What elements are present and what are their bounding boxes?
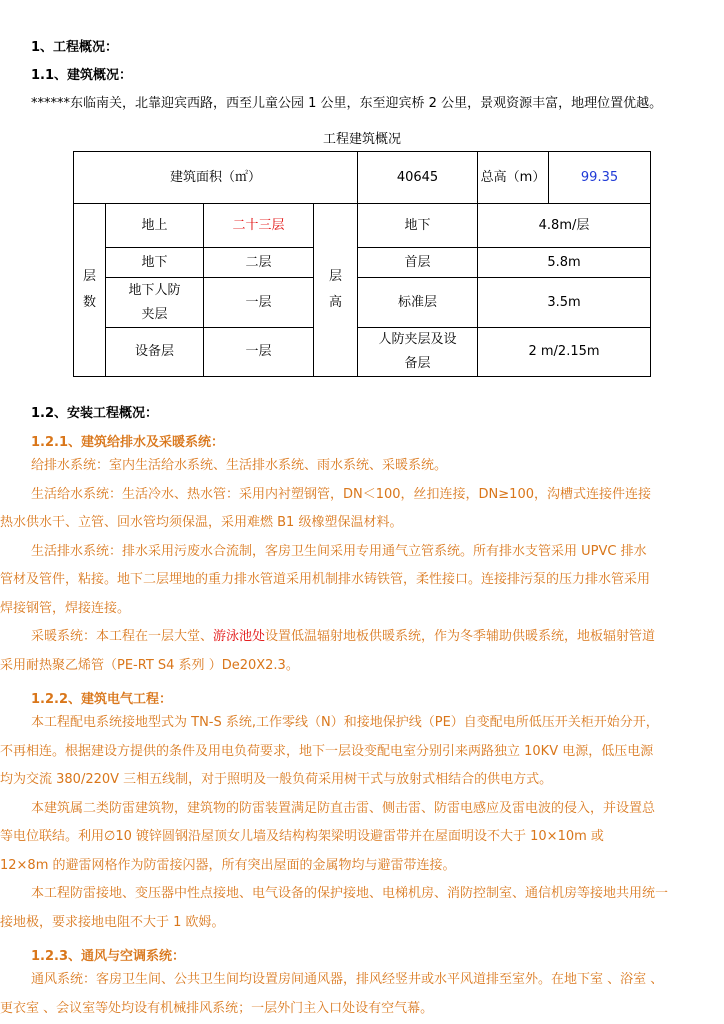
text-line: 本建筑属二类防雷建筑物，建筑物的防雷装置满足防直击雷、侧击雷、防雷电感应及雷电波的侵入，并设置总 <box>31 800 656 816</box>
plumbing-paragraph <box>0 452 724 680</box>
floor-name: 地下人防夹层 <box>106 278 204 328</box>
text-line: 生活排水系统：排水采用污废水合流制，客房卫生间采用专用通气立管系统。所有排水支管采用 UPVC 排水 <box>31 543 647 559</box>
table-row <box>74 152 651 204</box>
table-caption: 工程建筑概况 <box>322 132 401 147</box>
text-line: 焊接钢管，焊接连接。 <box>0 600 131 616</box>
building-info-table <box>73 151 651 377</box>
electrical-paragraph <box>0 709 724 937</box>
area-label: 建筑面积（㎡） <box>74 152 358 204</box>
height-value-cell: 3.5m <box>478 278 651 328</box>
intro-paragraph: ******东临南关，北靠迎宾西路，西至儿童公园 1 公里，东至迎宾桥 2 公里，景观资源丰富，地理位置优越。 <box>31 96 663 111</box>
table-row <box>74 278 651 328</box>
floor-count: 一层 <box>204 278 314 328</box>
text-line: 本工程防雷接地、变压器中性点接地、电气设备的保护接地、电梯机房、消防控制室、通信机房等接地共用统一 <box>31 886 669 901</box>
text-line: 接地极，要求接地电阻不大于 1 欧姆。 <box>0 914 225 930</box>
text-line: 12×8m 的避雷网格作为防雷接闪器，所有突出屋面的金属物均与避雷带连接。 <box>0 857 456 873</box>
floor-name: 设备层 <box>106 328 204 377</box>
text-line: 更衣室 、会议室等处均设有机械排风系统；一层外门主入口处设有空气幕。 <box>0 1000 434 1016</box>
height-name: 首层 <box>358 248 478 278</box>
height-value-cell: 2 m/2.15m <box>478 328 651 377</box>
table-row <box>74 204 651 248</box>
text-line: 采用耐热聚乙烯管（PE-RT S4 系列 ）De20X2.3。 <box>0 657 299 673</box>
height-value-cell: 5.8m <box>478 248 651 278</box>
section-heading-1-2-3: 1.2.3、通风与空调系统： <box>31 949 186 964</box>
section-heading-1: 1、工程概况： <box>31 40 119 55</box>
text-line: 给排水系统：室内生活给水系统、生活排水系统、雨水系统、采暖系统。 <box>31 458 448 473</box>
section-heading-1-2-2: 1.2.2、建筑电气工程： <box>31 692 173 707</box>
height-name: 人防夹层及设备层 <box>358 328 478 377</box>
text-line: 通风系统：客房卫生间、公共卫生间均设置房间通风器，排风经竖井或水平风道排至室外。在地下室 、浴室 、 <box>31 972 664 987</box>
floor-height-label: 层高 <box>314 204 358 377</box>
table-row <box>74 248 651 278</box>
floor-count: 二层 <box>204 248 314 278</box>
height-name: 标准层 <box>358 278 478 328</box>
section-heading-1-2-1: 1.2.1、建筑给排水及采暖系统： <box>31 435 225 450</box>
floor-count: 一层 <box>204 328 314 377</box>
section-heading-1-2: 1.2、安装工程概况： <box>31 406 159 421</box>
floor-name: 地下 <box>106 248 204 278</box>
height-value: 99.35 <box>549 152 651 204</box>
ventilation-paragraph <box>0 966 724 1023</box>
table-row <box>74 328 651 377</box>
text-line: 不再相连。根据建设方提供的条件及用电负荷要求，地下一层设变配电室分别引来两路独立 10KV 电源，低压电源 <box>0 743 654 759</box>
heating-line: 采暖系统：本工程在一层大堂、游泳池处设置低温辐射地板供暖系统，作为冬季辅助供暖系统，地板辐射管道 <box>31 629 656 644</box>
text-line: 均为交流 380/220V 三相五线制，对于照明及一般负荷采用树干式与放射式相结合的供电方式。 <box>0 772 553 787</box>
floor-name: 地上 <box>106 204 204 248</box>
pool-highlight: 游泳池处 <box>213 629 266 644</box>
text-line: 管材及管件，粘接。地下二层埋地的重力排水管道采用机制排水铸铁管，柔性接口。连接排污泵的压力排水管采用 <box>0 572 651 587</box>
height-name: 地下 <box>358 204 478 248</box>
text-line: 本工程配电系统接地型式为 TN-S 系统,工作零线（N）和接地保护线（PE）自变配电所低压开关柜开始分开， <box>31 715 659 730</box>
section-heading-1-1: 1.1、建筑概况： <box>31 68 133 83</box>
floors-label: 层数 <box>74 204 106 377</box>
text-line: 热水供水干、立管、回水管均须保温，采用难燃 B1 级橡塑保温材料。 <box>0 515 403 530</box>
area-value: 40645 <box>358 152 478 204</box>
height-label: 总高（m） <box>478 152 549 204</box>
height-value-cell: 4.8m/层 <box>478 204 651 248</box>
text-line: 生活给水系统：生活冷水、热水管：采用内衬塑钢管，DN＜100，丝扣连接，DN≥100，沟槽式连接件连接 <box>31 486 651 502</box>
text-line: 等电位联结。利用∅10 镀锌圆钢沿屋顶女儿墙及结构构架梁明设避雷带并在屋面明设不大于 10×10m 或 <box>0 829 604 844</box>
floor-count: 二十三层 <box>204 204 314 248</box>
